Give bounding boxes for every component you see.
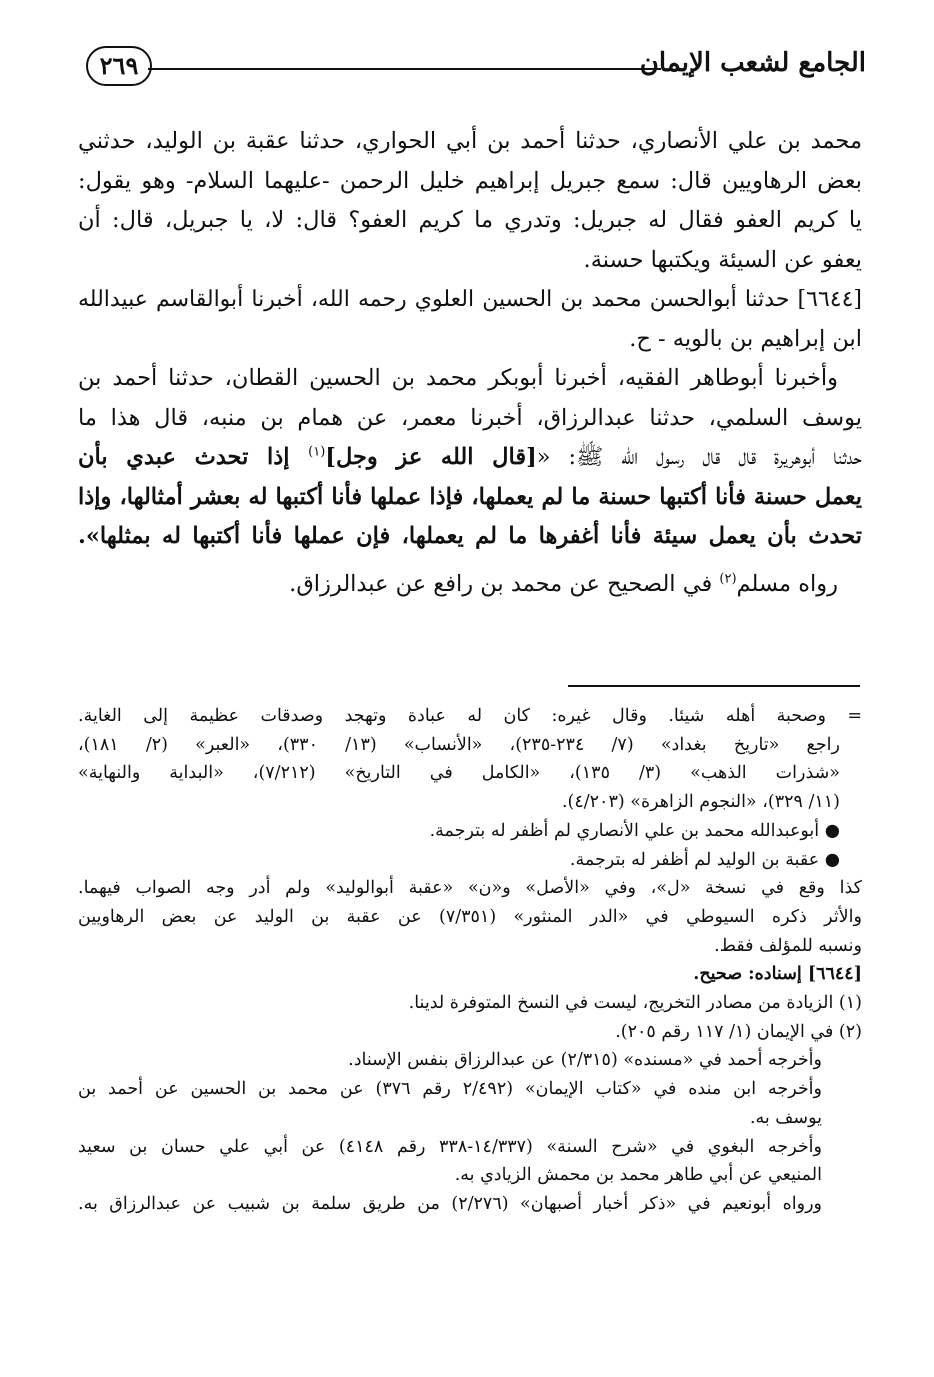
footnotes — [78, 702, 862, 1219]
quote-text: إذا تحدث عبدي بأن — [78, 444, 309, 470]
text-line: يوسف السلمي، حدثنا عبدالرزاق، أخبرنا معمر، عن همام بن منبه، قال هذا ما — [78, 404, 862, 431]
footnote-ref-2: (٢) — [719, 571, 737, 586]
text-line: بعض الرهاويين قال: سمع جبريل إبراهيم خليل الرحمن -عليهما السلام- وهو يقول: — [78, 167, 862, 194]
footnote-bullet: ● عقبة بن الوليد لم أظفر له بترجمة. — [569, 849, 840, 870]
inserted-phrase: [قال الله عز وجل] — [325, 444, 537, 470]
source-text: رواه مسلم — [736, 570, 838, 597]
footnote-line: يوسف به. — [749, 1107, 822, 1128]
text-line: يا كريم العفو فقال له جبريل: وتدري ما كريم العفو؟ قال: لا، يا جبريل، قال: أن — [78, 207, 862, 233]
page-number: ٢٦٩ — [86, 46, 152, 86]
footnote-line: المنيعي عن أبي طاهر محمد بن محمش الزيادي به. — [454, 1165, 822, 1186]
footnote-separator — [568, 685, 860, 687]
main-text — [78, 122, 862, 604]
text-line: محمد بن علي الأنصاري، حدثنا أحمد بن أبي الحواري، حدثنا عقبة بن الوليد، حدثني — [78, 128, 862, 154]
text-line: يعفو عن السيئة ويكتبها حسنة. — [583, 246, 862, 273]
footnote-line: وأخرجه البغوي في «شرح السنة» (١٤/٣٣٧-٣٣٨ رقم ٤١٤٨) عن أبي علي حسان بن سعيد — [78, 1136, 822, 1157]
footnote-line: = وصحبة أهله شيئا. وقال غيره: كان له عبادة وتهجد وصدقات عظيمة إلى الغاية. — [78, 706, 862, 726]
footnote-line: ورواه أبونعيم في «ذكر أخبار أصبهان» (٢/٢٧٦) من طريق سلمة بن شبيب عن عبدالرزاق به. — [78, 1193, 823, 1214]
running-header — [86, 40, 866, 100]
footnote-line: والأثر ذكره السيوطي في «الدر المنثور» (٧/٣٥١) عن عقبة بن الوليد عن بعض الرهاويين — [78, 906, 862, 927]
footnote-ref-1: (١) — [308, 444, 326, 460]
footnote-line: وأخرجه أحمد في «مسنده» (٢/٣١٥) عن عبدالرزاق بنفس الإسناد. — [348, 1050, 822, 1071]
source-line — [78, 565, 862, 605]
footnote-1: (١) الزيادة من مصادر التخريج، ليست في النسخ المتوفرة لدينا. — [408, 993, 862, 1014]
footnote-line: (١١/ ٣٢٩)، «النجوم الزاهرة» (٤/٢٠٣). — [561, 792, 840, 813]
footnote-line: راجع «تاريخ بغداد» (٧/ ٢٣٤-٢٣٥)، «الأنساب» (١٣/ ٣٣٠)، «العبر» (٢/ ١٨١)، — [78, 734, 840, 755]
footnote-2: (٢) في الإيمان (١/ ١١٧ رقم ٢٠٥). — [615, 1021, 862, 1042]
footnote-line: وأخرجه ابن منده في «كتاب الإيمان» (٢/٤٩٢ رقم ٣٧٦) عن محمد بن الحسين عن أحمد بن — [78, 1079, 822, 1100]
hadith-quote-line: تحدث بأن يعمل سيئة فأنا أغفرها ما لم يعملها، فإن عملها فأنا أكتبها له بمثلها». — [78, 523, 862, 549]
text-line: ابن إبراهيم بن بالويه - ح. — [629, 325, 862, 352]
footnote-bullet: ● أبوعبدالله محمد بن علي الأنصاري لم أظفر له بترجمة. — [429, 820, 840, 841]
book-title: الجامع لشعب الإيمان — [639, 48, 866, 78]
source-text: في الصحيح عن محمد بن رافع عن عبدالرزاق. — [289, 570, 720, 597]
footnote-line: «شذرات الذهب» (٣/ ١٣٥)، «الكامل في التاريخ» (٧/٢١٢)، «البداية والنهاية» — [78, 763, 840, 784]
hadith-quote-line: يعمل حسنة فأنا أكتبها حسنة ما لم يعملها، فإذا عملها فأنا أكتبها له بعشر أمثالها، وإذا — [78, 483, 862, 510]
footnote-isnad: [٦٦٤٤] إسناده: صحيح. — [693, 964, 862, 985]
quote-intro: حدثنا أبوهريرة قال قال رسول الله ﷺ: « — [536, 444, 862, 470]
footnote-line: كذا وقع في نسخة «ل»، وفي «الأصل» و«ن» «عقبة أبوالوليد» ولم أدر وجه الصواب فيهما. — [78, 878, 862, 899]
hadith-quote-line — [78, 438, 862, 478]
hadith-number-line: [٦٦٤٤] حدثنا أبوالحسن محمد بن الحسين العلوي رحمه الله، أخبرنا أبوالقاسم عبيدالله — [78, 287, 862, 312]
footnote-line: ونسبه للمؤلف فقط. — [714, 935, 862, 956]
text-line: وأخبرنا أبوطاهر الفقيه، أخبرنا أبوبكر محمد بن الحسين القطان، حدثنا أحمد بن — [78, 365, 838, 391]
header-rule — [148, 68, 661, 70]
